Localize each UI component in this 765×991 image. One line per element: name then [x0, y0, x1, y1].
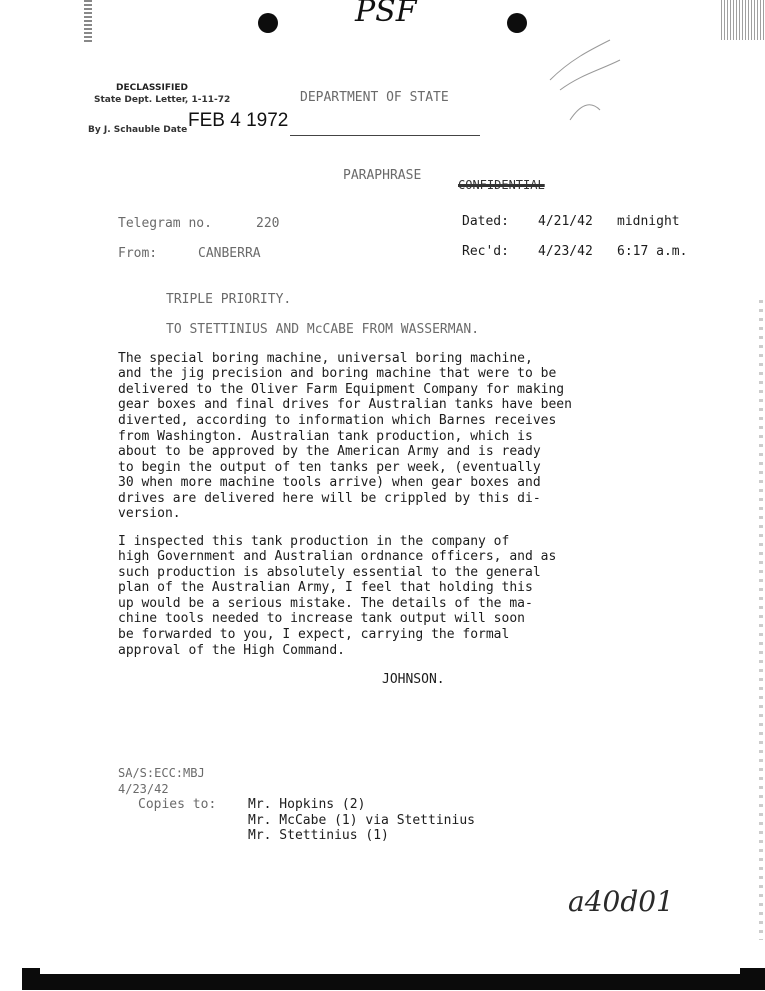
paragraph-line: I inspected this tank production in the company of — [118, 534, 510, 549]
declassified-date: FEB 4 1972 — [188, 110, 289, 131]
paragraph-line: version. — [118, 506, 181, 521]
paragraph-line: chine tools needed to increase tank output will soon — [118, 611, 525, 626]
dated-time: midnight — [617, 214, 680, 229]
paragraph-line: diverted, according to information which Barnes receives — [118, 413, 557, 428]
paragraph-line: about to be approved by the American Army and is ready — [118, 444, 541, 459]
punch-hole-left — [258, 13, 278, 33]
paragraph-line: to begin the output of ten tanks per week, (eventually — [118, 460, 541, 475]
paraphrase-heading: PARAPHRASE — [343, 168, 422, 183]
paragraph-line: and the jig precision and boring machine that were to be — [118, 366, 557, 381]
paragraph-line: drives are delivered here will be crippled by this di- — [118, 491, 541, 506]
scan-edge-right-lower — [759, 300, 763, 940]
paragraph-line: be forwarded to you, I expect, carrying the formal — [118, 627, 510, 642]
paragraph-line: such production is absolutely essential to the general — [118, 565, 541, 580]
priority-line: TRIPLE PRIORITY. — [166, 292, 292, 307]
telegram-number: 220 — [256, 216, 280, 231]
paragraph-line: approval of the High Command. — [118, 643, 345, 658]
heading-rule — [290, 135, 480, 136]
declassified-stamp-line1: DECLASSIFIED — [116, 83, 188, 93]
punch-hole-right — [507, 13, 527, 33]
copies-recipient: Mr. Stettinius (1) — [248, 828, 389, 843]
copies-recipient: Mr. Hopkins (2) — [248, 797, 366, 812]
received-time: 6:17 a.m. — [617, 244, 688, 259]
copies-label: Copies to: — [138, 797, 217, 812]
received-label: Rec'd: — [462, 244, 509, 259]
from-label: From: — [118, 246, 158, 261]
paragraph-line: high Government and Australian ordnance officers, and as — [118, 549, 557, 564]
file-reference: SA/S:ECC:MBJ — [118, 766, 205, 780]
declassified-stamp-line3: By J. Schauble Date — [88, 125, 188, 135]
telegram-label: Telegram no. — [118, 216, 212, 231]
paragraph-line: gear boxes and final drives for Australian tanks have been — [118, 397, 572, 412]
handwritten-reference: a40d01 — [568, 885, 674, 918]
dated-label: Dated: — [462, 214, 509, 229]
scan-edge-bottom-gap — [40, 968, 740, 974]
paragraph-line: 30 when more machine tools arrive) when gear boxes and — [118, 475, 541, 490]
handwritten-psf: PSF — [355, 0, 417, 29]
paragraph-line: The special boring machine, universal boring machine, — [118, 351, 533, 366]
paragraph-line: plan of the Australian Army, I feel that holding this — [118, 580, 533, 595]
paragraph-line: up would be a serious mistake. The details of the ma- — [118, 596, 533, 611]
pencil-scribble — [540, 20, 640, 130]
signature: JOHNSON. — [382, 672, 445, 687]
scan-edge-left — [84, 0, 92, 42]
declassified-stamp-line2: State Dept. Letter, 1-11-72 — [94, 95, 231, 105]
scan-edge-right — [721, 0, 765, 40]
department-heading: DEPARTMENT OF STATE — [300, 90, 449, 105]
paragraph-line: from Washington. Australian tank production, which is — [118, 429, 533, 444]
paragraph-line: delivered to the Oliver Farm Equipment Company for making — [118, 382, 565, 397]
received-value: 4/23/42 — [538, 244, 593, 259]
from-value: CANBERRA — [198, 246, 261, 261]
file-reference-date: 4/23/42 — [118, 782, 169, 796]
classification-struck: CONFIDENTIAL — [458, 178, 545, 192]
copies-recipient: Mr. McCabe (1) via Stettinius — [248, 813, 475, 828]
addressee-line: TO STETTINIUS AND McCABE FROM WASSERMAN. — [166, 322, 480, 337]
dated-value: 4/21/42 — [538, 214, 593, 229]
